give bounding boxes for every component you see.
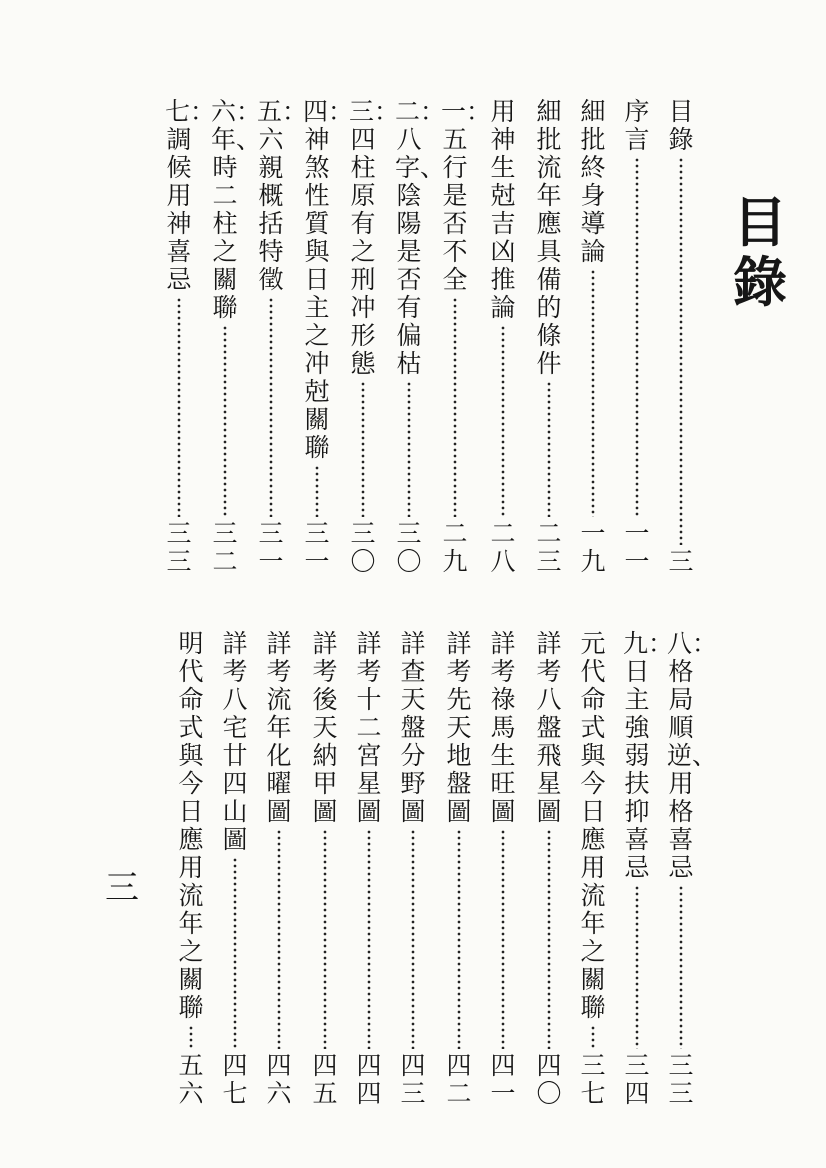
toc-entry-page: 四三 [400, 1051, 426, 1108]
dot-leader [323, 829, 327, 1049]
dot-leader [547, 829, 551, 1049]
toc-entry-page: 四一 [490, 1051, 516, 1108]
toc-entry-page: 三一 [258, 519, 284, 576]
toc-entry-title: 詳考八宅廿四山圖 [222, 629, 248, 854]
toc-entry-title: 用神生尅吉凶推論 [490, 97, 516, 322]
dot-leader [635, 157, 639, 517]
toc-entry-page: 四四 [356, 1051, 382, 1108]
toc-entry [488, 98, 518, 576]
toc-entry-title: 詳考八盤飛星圖 [536, 629, 562, 826]
toc-entry [164, 97, 216, 576]
dot-leader [367, 829, 371, 1049]
toc-entry [256, 97, 308, 576]
dot-leader [233, 857, 237, 1049]
dot-leader [189, 1025, 193, 1049]
toc-entry [666, 98, 696, 576]
dot-leader [411, 829, 415, 1049]
dot-leader [277, 829, 281, 1049]
toc-entry [622, 98, 652, 576]
dot-leader [679, 157, 683, 545]
dot-leader [407, 381, 411, 517]
toc-entry-title: 詳考後天納甲圖 [312, 629, 338, 826]
toc-entry-page: 三〇 [396, 519, 422, 576]
toc-entry-title: 細批終身導論 [580, 97, 606, 266]
dot-leader [591, 269, 595, 517]
toc-entry-page: 二三 [536, 519, 562, 576]
toc-entry-page: 四五 [312, 1051, 338, 1108]
toc-entry-page: 三三 [668, 1051, 694, 1108]
toc-entry-page: 四六 [266, 1051, 292, 1108]
toc-entry [310, 630, 340, 1108]
toc-entry-title: 細批流年應具備的條件 [536, 97, 562, 378]
dot-leader [269, 297, 273, 517]
dot-leader [315, 465, 319, 517]
toc-entry-title: 詳查天盤分野圖 [400, 629, 426, 826]
toc-entry-title: 七：調候用神喜忌 [165, 97, 216, 294]
dot-leader [453, 297, 457, 517]
toc-entry [444, 630, 474, 1108]
toc-entry [578, 630, 608, 1108]
toc-entry-page: 三四 [624, 1051, 650, 1108]
toc-entry-title: 元代命式與今日應用流年之關聯 [580, 629, 606, 1022]
dot-leader [223, 325, 227, 517]
toc-entry [534, 630, 564, 1108]
dot-leader [679, 885, 683, 1049]
toc-entry-page: 一一 [624, 519, 650, 576]
toc-entry-title: 明代命式與今日應用流年之關聯 [178, 629, 204, 1022]
dot-leader [457, 829, 461, 1049]
toc-entry-title: 目錄 [668, 97, 694, 154]
toc-entry-title: 九：日主強弱扶抑喜忌 [623, 629, 674, 882]
toc-entry-page: 三〇 [350, 519, 376, 576]
dot-leader [501, 325, 505, 517]
page-heading: 目錄 [733, 190, 787, 314]
dot-leader [591, 1025, 595, 1049]
toc-entry-page: 二九 [442, 519, 468, 576]
toc-entry [622, 629, 674, 1108]
toc-entry-title: 一：五行是否不全 [441, 97, 492, 294]
toc-entry-title: 詳考十二宮星圖 [356, 629, 382, 826]
toc-entry-page: 二八 [490, 519, 516, 576]
toc-entry [176, 630, 206, 1108]
toc-entry-page: 四七 [222, 1051, 248, 1108]
toc-entry [302, 97, 354, 576]
toc-entry [210, 97, 262, 576]
toc-entry-title: 三：四柱原有之刑冲形態 [349, 97, 400, 378]
toc-entry [264, 630, 294, 1108]
toc-entry-title: 詳考祿馬生旺圖 [490, 629, 516, 826]
toc-entry [398, 630, 428, 1108]
toc-entry-page: 三七 [580, 1051, 606, 1108]
toc-entry [394, 97, 446, 576]
toc-entry-page: 一九 [580, 519, 606, 576]
toc-entry [220, 630, 250, 1108]
toc-entry-page: 四〇 [536, 1051, 562, 1108]
toc-entry-title: 詳考流年化曜圖 [266, 629, 292, 826]
toc-entry-title: 四：神煞性質與日主之冲尅關聯 [303, 97, 354, 462]
toc-entry-title: 五：六親概括特徵 [257, 97, 308, 294]
page-number: 三 [105, 868, 139, 908]
toc-entry-page: 三二 [212, 519, 238, 576]
toc-entry-page: 五六 [178, 1051, 204, 1108]
dot-leader [177, 297, 181, 517]
toc-entry [578, 98, 608, 576]
toc-entry [348, 97, 400, 576]
toc-entry-page: 四二 [446, 1051, 472, 1108]
toc-entry-title: 序言 [624, 97, 650, 154]
dot-leader [547, 381, 551, 517]
toc-entry-title: 八：格局順逆、用格喜忌 [667, 629, 718, 882]
dot-leader [501, 829, 505, 1049]
toc-entry-page: 三三 [166, 519, 192, 576]
toc-entry [354, 630, 384, 1108]
toc-entry [534, 98, 564, 576]
toc-entry [488, 630, 518, 1108]
toc-entry-page: 三一 [304, 519, 330, 576]
toc-entry-title: 詳考先天地盤圖 [446, 629, 472, 826]
toc-entry-title: 六：年、時二柱之關聯 [211, 97, 262, 322]
toc-entry-title: 二：八字、陰陽是否有偏枯 [395, 97, 446, 378]
dot-leader [361, 381, 365, 517]
toc-entry-page: 三 [668, 547, 694, 576]
dot-leader [635, 885, 639, 1049]
toc-entry [666, 629, 718, 1108]
